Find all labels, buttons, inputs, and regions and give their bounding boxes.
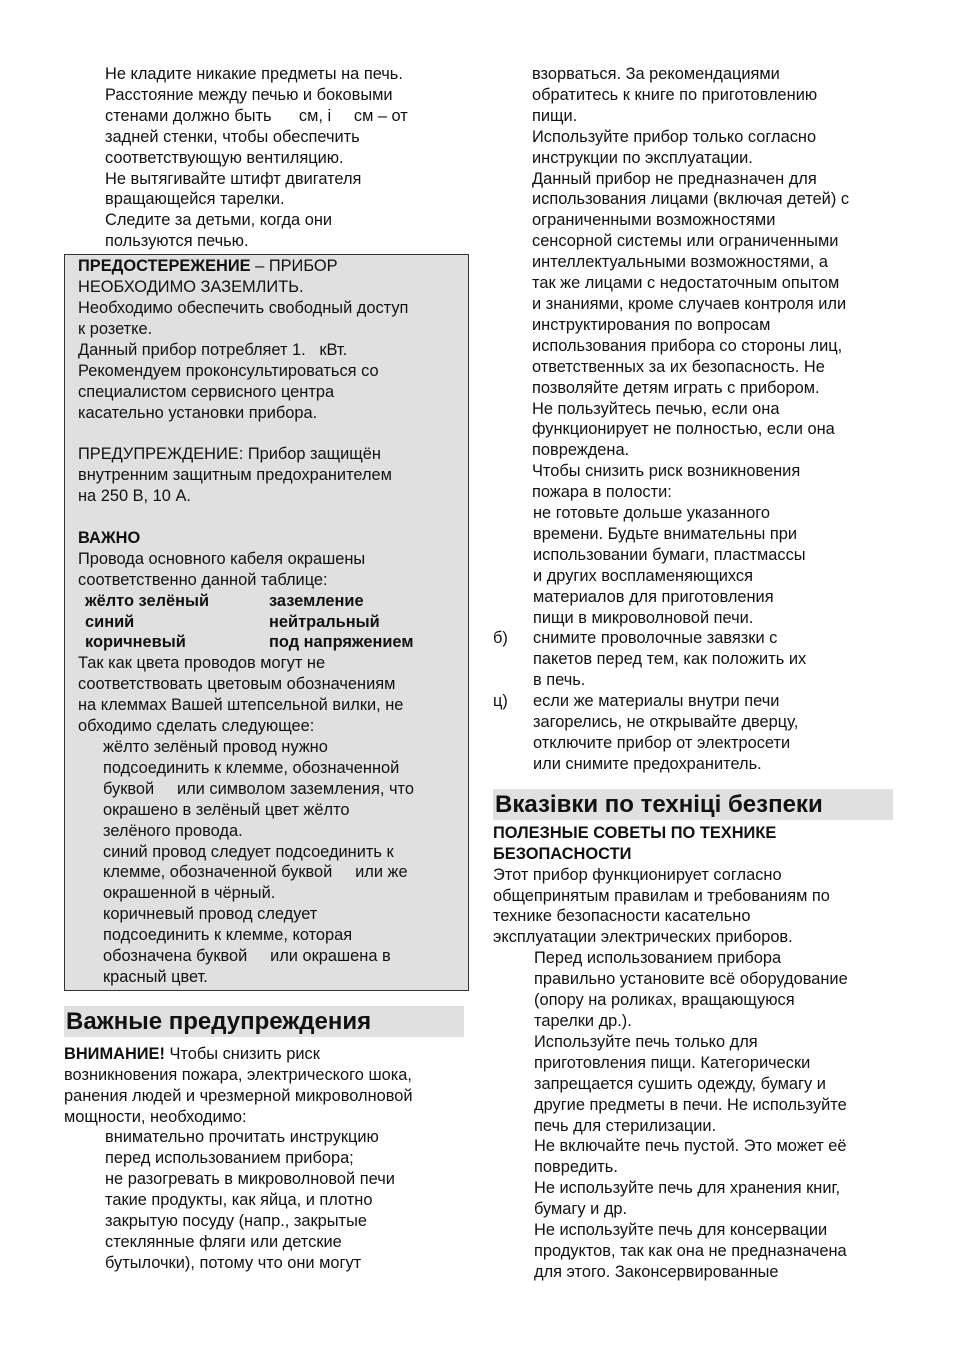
wire-meaning: под напряжением xyxy=(269,633,414,652)
fuse-paragraph xyxy=(78,444,460,507)
text-line: отключите прибор от электросети xyxy=(533,734,791,752)
bullet-line: бутылочки), потому что они могут xyxy=(105,1253,362,1272)
instruction-line: подсоединить к клемме, которая xyxy=(103,926,353,945)
caution-label: ПРЕДОСТЕРЕЖЕНИЕ xyxy=(78,257,251,276)
text-line: соответствовать цветовым обозначениям xyxy=(78,675,396,694)
text-line: использования прибора со стороны лиц, xyxy=(532,336,843,355)
subheading xyxy=(493,823,893,865)
text-line: Необходимо обеспечить свободный доступ xyxy=(78,298,409,317)
text-line: обратитесь к книге по приготовлению xyxy=(532,85,818,104)
bullet-line: соответствующую вентиляцию. xyxy=(105,148,344,167)
text-line: использования лицами (включая детей) с xyxy=(532,190,850,209)
item-text xyxy=(533,503,893,628)
bullet-line: Расстояние между печью и боковыми xyxy=(105,85,393,104)
instruction-line: коричневый провод следует xyxy=(103,905,318,924)
wire-meaning: нейтральный xyxy=(269,612,380,631)
instruction-line: красный цвет. xyxy=(103,967,208,986)
text-line: ограниченными возможностями xyxy=(532,211,776,230)
text-line: позволяйте детям играть с прибором. xyxy=(532,378,820,397)
tip-line: Не используйте печь для консервации xyxy=(534,1221,828,1240)
text-line: на клеммах Вашей штепсельной вилки, не xyxy=(78,696,404,715)
bullet-line: не разогревать в микроволновой печи xyxy=(105,1170,395,1189)
instruction-line: обозначена буквой или окрашена в xyxy=(103,947,391,966)
text-line: инструктирования по вопросам xyxy=(532,315,771,334)
tip-line: Не используйте печь для хранения книг, xyxy=(534,1179,841,1198)
text-line: интеллектуальными возможностями, а xyxy=(532,253,828,272)
text-line: специалистом сервисного центра xyxy=(78,382,335,401)
attention-bullets xyxy=(64,1127,464,1273)
plug-paragraph xyxy=(78,653,460,737)
bullet-line: такие продукты, как яйца, и плотно xyxy=(105,1191,373,1210)
wiring-instructions xyxy=(78,737,460,988)
bullet-line: Не кладите никакие предметы на печь. xyxy=(105,65,403,83)
text-line: возникновения пожара, электрического шока, xyxy=(64,1065,412,1084)
subheading-line: БЕЗОПАСНОСТИ xyxy=(493,844,632,863)
text-line: взорваться. За рекомендациями xyxy=(532,65,780,83)
text-line: Рекомендуем проконсультироваться со xyxy=(78,361,379,380)
instruction-line: подсоединить к клемме, обозначенной xyxy=(103,758,400,777)
tip-line: правильно установите всё оборудование xyxy=(534,970,848,989)
tip-line: печь для стерилизации. xyxy=(534,1116,717,1135)
fire-prevention-list xyxy=(493,503,893,775)
text-line: пищи. xyxy=(532,106,578,125)
text-line: Так как цвета проводов могут не xyxy=(78,654,326,673)
bullet-line: Не вытягивайте штифт двигателя xyxy=(105,169,362,188)
text-line: снимите проволочные завязки с xyxy=(533,629,778,648)
tip-line: продуктов, так как она не предназначена xyxy=(534,1241,847,1260)
text-line: если же материалы внутри печи xyxy=(533,692,780,711)
text-line: пожара в полости: xyxy=(532,483,672,502)
text-line: Провода основного кабеля окрашены xyxy=(78,549,366,568)
text-line: касательно установки прибора. xyxy=(78,403,318,422)
text-line: так же лицами с недостаточным опытом xyxy=(532,274,840,293)
text-line: материалов для приготовления xyxy=(533,587,774,606)
left-column xyxy=(64,64,464,1274)
tip-line: приготовления пищи. Категорически xyxy=(534,1053,811,1072)
wire-meaning: заземление xyxy=(269,591,364,610)
instruction-line: синий провод следует подсоединить к xyxy=(103,842,394,861)
caution-line xyxy=(78,256,460,277)
text-line: повреждена. xyxy=(532,441,630,460)
tip-line: (опору на роликах, вращающуюся xyxy=(534,991,795,1010)
important-title: ВАЖНО xyxy=(78,528,141,547)
wire-color: синий xyxy=(85,612,135,631)
text-line: и знаниями, кроме случаев контроля или xyxy=(532,294,847,313)
bullet-line: закрытую посуду (напр., закрытые xyxy=(105,1212,367,1231)
text-line: пакетов перед тем, как положить их xyxy=(533,650,807,669)
text-line: общепринятым правилам и требованиям по xyxy=(493,886,830,905)
wire-color-table xyxy=(78,591,460,654)
instruction-line: зелёного провода. xyxy=(103,821,243,840)
text-line: обходимо сделать следующее: xyxy=(78,717,315,736)
instruction-line: окрашено в зелёный цвет жёлто xyxy=(103,800,350,819)
bullet-line: вращающейся тарелки. xyxy=(105,190,285,209)
caution-text: – ПРИБОР xyxy=(250,257,338,276)
text-line: к розетке. xyxy=(78,319,153,338)
text-line: инструкции по эксплуатации. xyxy=(532,148,753,167)
safety-intro xyxy=(493,865,893,949)
text-line: использовании бумаги, пластмассы xyxy=(533,545,806,564)
text-line: внутренним защитным предохранителем xyxy=(78,466,392,485)
bullet-line: задней стенки, чтобы обеспечить xyxy=(105,127,360,146)
tip-line: бумагу и др. xyxy=(534,1200,628,1219)
attention-text: Чтобы снизить риск xyxy=(164,1044,320,1063)
text-line: Используйте прибор только согласно xyxy=(532,127,817,146)
instruction-line: клемме, обозначенной буквой или же xyxy=(103,863,408,882)
list-item xyxy=(493,628,893,691)
tip-line: запрещается сушить одежду, бумагу и xyxy=(534,1074,826,1093)
text-line: эксплуатации электрических приборов. xyxy=(493,928,793,947)
section-heading-warnings: Важные предупреждения xyxy=(64,1006,464,1037)
item-label: б) xyxy=(493,629,508,648)
spacer xyxy=(78,507,460,528)
subheading-line: ПОЛЕЗНЫЕ СОВЕТЫ ПО ТЕХНИКЕ xyxy=(493,823,777,842)
tip-line: для этого. Законсервированные xyxy=(534,1262,779,1281)
text-line: загорелись, не открывайте дверцу, xyxy=(533,713,799,732)
text-line: Не пользуйтесь печью, если она xyxy=(532,399,780,418)
text-line: времени. Будьте внимательны при xyxy=(533,524,797,543)
tip-line: повредить. xyxy=(534,1158,618,1177)
text-line: или снимите предохранитель. xyxy=(533,754,762,773)
grounding-warning-box xyxy=(64,254,469,991)
attention-line xyxy=(64,1044,464,1065)
instruction-line: окрашенной в чёрный. xyxy=(103,884,276,903)
instruction-line: жёлто зелёный провод нужно xyxy=(103,737,328,756)
item-label: ц) xyxy=(493,692,508,711)
list-item xyxy=(493,691,893,775)
text-line: Чтобы снизить риск возникновения xyxy=(532,462,801,481)
text-line: мощности, необходимо: xyxy=(64,1107,247,1126)
bullet-line: пользуются печью. xyxy=(105,232,249,251)
attention-label: ВНИМАНИЕ! xyxy=(64,1044,165,1063)
tip-line: тарелки др.). xyxy=(534,1011,632,1030)
instruction-line: буквой или символом заземления, что xyxy=(103,779,414,798)
text-line: пищи в микроволновой печи. xyxy=(533,608,754,627)
text-line: сенсорной системы или ограниченными xyxy=(532,232,839,251)
tip-line: Перед использованием прибора xyxy=(534,949,782,968)
bullet-line: Следите за детьми, когда они xyxy=(105,211,333,230)
text-line: ранения людей и чрезмерной микроволновой xyxy=(64,1086,413,1105)
bullet-line: стеклянные фляги или детские xyxy=(105,1233,342,1251)
tip-line: Не включайте печь пустой. Это может её xyxy=(534,1137,847,1156)
power-paragraph xyxy=(78,298,460,423)
text-line: соответственно данной таблице: xyxy=(78,570,328,589)
attention-paragraph xyxy=(64,1044,464,1128)
caution-line-2: НЕОБХОДИМО ЗАЗЕМЛИТЬ. xyxy=(78,278,304,297)
continued-text xyxy=(493,64,893,503)
text-line: Этот прибор функционирует согласно xyxy=(493,865,782,884)
text-line: не готовьте дольше указанного xyxy=(533,504,770,523)
intro-bullets xyxy=(64,64,464,252)
list-item xyxy=(493,503,893,628)
bullet-line: перед использованием прибора; xyxy=(105,1149,354,1168)
text-line: ответственных за их безопасность. Не xyxy=(532,357,825,376)
text-line: на 250 В, 10 А. xyxy=(78,487,191,506)
item-text xyxy=(533,691,893,775)
section-heading-safety: Вказівки по техніці безпеки xyxy=(493,789,893,820)
text-line: ПРЕДУПРЕЖДЕНИЕ: Прибор защищён xyxy=(78,445,381,464)
right-column xyxy=(493,64,893,1283)
bullet-line: стенами должно быть см, і см – от xyxy=(105,106,408,125)
text-line: Данный прибор потребляет 1. кВт. xyxy=(78,340,348,359)
text-line: Данный прибор не предназначен для xyxy=(532,169,817,188)
tip-line: Используйте печь только для xyxy=(534,1032,758,1051)
item-text xyxy=(533,628,893,691)
wire-color: коричневый xyxy=(85,633,186,652)
wire-color: жёлто зелёный xyxy=(85,591,210,610)
safety-tips xyxy=(493,948,893,1283)
text-line: и других воспламеняющихся xyxy=(533,566,754,585)
spacer xyxy=(78,423,460,444)
text-line: функционирует не полностью, если она xyxy=(532,420,835,439)
tip-line: другие предметы в печи. Не используйте xyxy=(534,1095,847,1114)
item-label xyxy=(493,503,533,628)
text-line: технике безопасности касательно xyxy=(493,907,751,926)
bullet-line: внимательно прочитать инструкцию xyxy=(105,1128,379,1147)
text-line: в печь. xyxy=(533,671,586,690)
